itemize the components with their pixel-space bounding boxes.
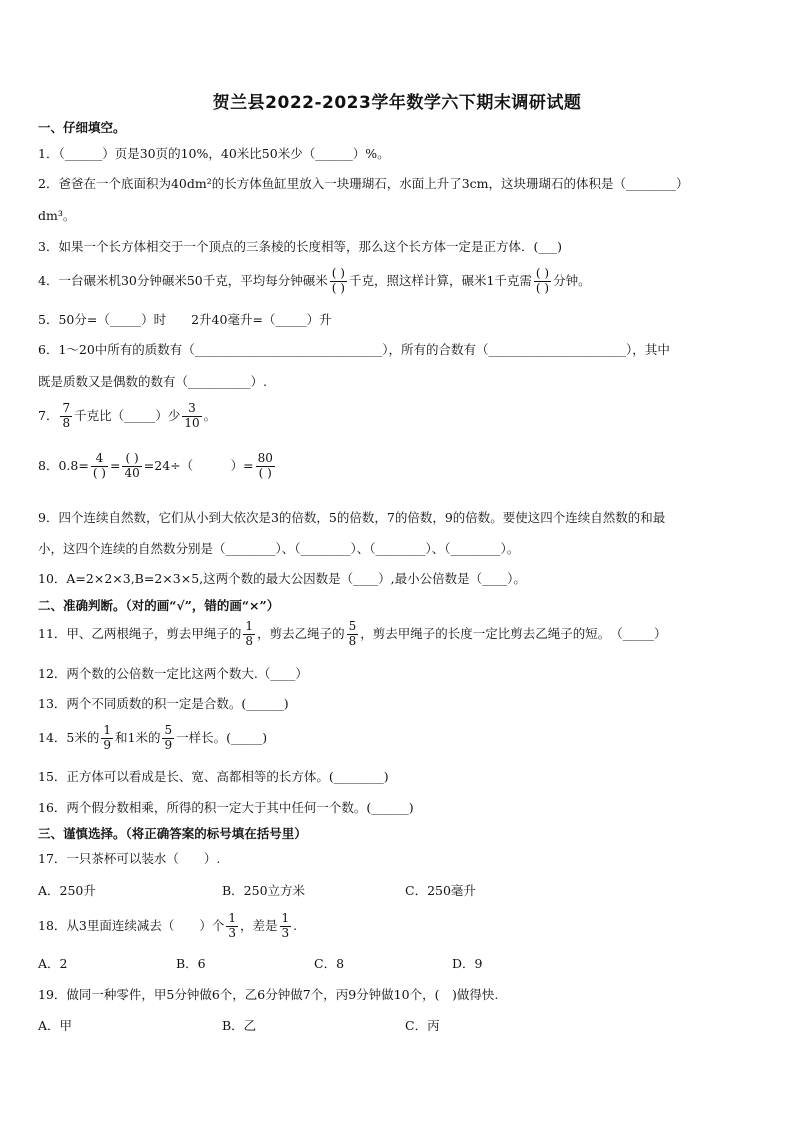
- question-14-text-2: 和1米的: [115, 729, 161, 745]
- question-17-option-c: C．250毫升: [405, 883, 476, 898]
- question-8-fraction-3: [256, 452, 275, 481]
- section-2-heading: 二、准确判断。（对的画“√”，错的画“×”）: [38, 598, 280, 613]
- question-8-text-3: =24÷（ ）=: [143, 457, 254, 473]
- fraction-numerator: 1: [281, 911, 290, 925]
- question-18-text-2: ，差是: [240, 917, 278, 933]
- fraction-denominator: 8: [348, 633, 357, 648]
- question-8-fraction-2: [122, 452, 141, 481]
- question-4-text-1: 4．一台碾米机30分钟碾米50千克，平均每分钟碾米: [38, 272, 328, 288]
- fraction-numerator: 5: [164, 723, 173, 737]
- fraction-numerator: ( ): [125, 451, 139, 465]
- question-17-option-b: B．250立方米: [222, 883, 306, 898]
- fraction-denominator: 3: [281, 925, 290, 940]
- fraction-numerator: 5: [348, 619, 357, 633]
- question-7-text-1: 7．: [38, 407, 59, 423]
- question-11-text-2: ，剪去乙绳子的: [257, 625, 345, 641]
- question-1: 1．（______）页是30页的10%，40米比50米少（______）%。: [38, 146, 390, 161]
- question-6-line-2: 既是质数又是偶数的数有（__________）.: [38, 374, 267, 389]
- question-14-fraction-2: [162, 724, 174, 753]
- fraction-numerator: 1: [103, 723, 111, 737]
- question-18-option-a: A．2: [38, 956, 68, 971]
- question-9-line-2: 小，这四个连续的自然数分别是（________）、（________）、（________）、（________）。: [38, 541, 520, 556]
- fraction-denominator: ( ): [535, 280, 550, 295]
- question-18-option-b: B．6: [176, 956, 206, 971]
- page-title: 贺兰县2022-2023学年数学六下期末调研试题: [212, 93, 582, 113]
- question-4-text-2: 千克，照这样计算，碾米1千克需: [348, 272, 532, 288]
- fraction-denominator: ( ): [92, 465, 106, 480]
- question-11-text-3: ，剪去甲绳子的长度一定比剪去乙绳子的短。 （_____）: [360, 625, 667, 641]
- question-18-text-3: .: [293, 917, 298, 933]
- question-18-fraction-1: [226, 912, 238, 941]
- question-15: 15．正方体可以看成是长、宽、高都相等的长方体。(________): [38, 769, 389, 784]
- fraction-denominator: 10: [184, 415, 200, 430]
- fraction-numerator: 4: [95, 451, 104, 465]
- fraction-numerator: 3: [188, 401, 196, 415]
- question-17: 17．一只茶杯可以装水（ ）.: [38, 851, 221, 866]
- question-4-text-3: 分钟。: [553, 272, 591, 288]
- question-8-text-2: =: [110, 457, 121, 473]
- fraction-denominator: 40: [124, 465, 140, 480]
- question-4: [38, 267, 756, 296]
- question-18-fraction-2: [280, 912, 292, 941]
- question-7-text-3: 。: [203, 407, 217, 423]
- question-18: [38, 912, 756, 941]
- question-18-option-d: D．9: [452, 956, 483, 971]
- section-1-heading: 一、仔细填空。: [38, 120, 126, 135]
- question-19-option-c: C．丙: [405, 1018, 440, 1033]
- question-14-fraction-1: [101, 724, 113, 753]
- question-8-fraction-1: [91, 452, 108, 481]
- fraction-denominator: 8: [62, 415, 71, 430]
- question-7: [38, 402, 756, 431]
- question-14-text-1: 14．5米的: [38, 729, 100, 745]
- question-7-fraction-1: [60, 402, 72, 431]
- question-19: 19．做同一种零件，甲5分钟做6个，乙6分钟做7个，丙9分钟做10个，( )做得快.: [38, 987, 499, 1002]
- question-18-text-1: 18．从3里面连续减去（ ）个: [38, 917, 225, 933]
- fraction-denominator: 9: [164, 737, 173, 752]
- fraction-numerator: 7: [62, 401, 71, 415]
- question-17-option-a: A．250升: [38, 883, 96, 898]
- question-11: [38, 620, 756, 649]
- question-19-option-a: A．甲: [38, 1018, 73, 1033]
- fraction-numerator: ( ): [331, 266, 345, 280]
- question-9-line-1: 9．四个连续自然数，它们从小到大依次是3的倍数，5的倍数，7的倍数，9的倍数。要使这四个连续自然数的和最: [38, 510, 666, 525]
- question-5: 5．50分=（_____）时 2升40毫升=（_____）升: [38, 312, 332, 327]
- question-7-fraction-2: [182, 402, 201, 431]
- question-4-fraction-1: [330, 267, 347, 296]
- question-14-text-3: 一样长。(_____): [176, 729, 268, 745]
- question-7-text-2: 千克比（_____）少: [74, 407, 181, 423]
- fraction-denominator: 8: [245, 633, 254, 648]
- question-11-fraction-1: [243, 620, 255, 649]
- question-14: [38, 724, 756, 753]
- section-3-heading: 三、谨慎选择。（将正确答案的标号填在括号里）: [38, 826, 307, 841]
- question-4-fraction-2: [534, 267, 551, 296]
- question-11-fraction-2: [347, 620, 359, 649]
- fraction-numerator: 1: [245, 619, 254, 633]
- question-11-text-1: 11．甲、乙两根绳子，剪去甲绳子的: [38, 625, 242, 641]
- fraction-numerator: ( ): [535, 266, 550, 280]
- question-16: 16．两个假分数相乘，所得的积一定大于其中任何一个数。(______): [38, 800, 414, 815]
- fraction-numerator: 80: [257, 451, 273, 465]
- fraction-denominator: ( ): [256, 466, 275, 481]
- fraction-denominator: ( ): [331, 280, 345, 295]
- question-13: 13．两个不同质数的积一定是合数。(______): [38, 696, 289, 711]
- question-10: 10．A=2×2×3,B=2×3×5,这两个数的最大公因数是（____）,最小公倍数是（____）。: [38, 571, 526, 586]
- question-18-option-c: C．8: [314, 956, 345, 971]
- question-19-option-b: B．乙: [222, 1018, 257, 1033]
- question-8: [38, 452, 756, 481]
- fraction-denominator: 3: [228, 925, 236, 940]
- question-2-line-2: dm³。: [38, 208, 76, 223]
- question-6-line-1: 6．1～20中所有的质数有（______________________________），所有的合数有（______________________），其中: [38, 342, 670, 357]
- fraction-denominator: 9: [103, 737, 111, 752]
- question-2-line-1: 2．爸爸在一个底面积为40dm²的长方体鱼缸里放入一块珊瑚石，水面上升了3cm，这块珊瑚石的体积是（________）: [38, 176, 689, 191]
- fraction-numerator: 1: [228, 911, 236, 925]
- question-12: 12．两个数的公倍数一定比这两个数大.（____）: [38, 666, 308, 681]
- question-8-text-1: 8．0.8=: [38, 457, 89, 473]
- question-3: 3．如果一个长方体相交于一个顶点的三条棱的长度相等，那么这个长方体一定是正方体．(___): [38, 239, 562, 254]
